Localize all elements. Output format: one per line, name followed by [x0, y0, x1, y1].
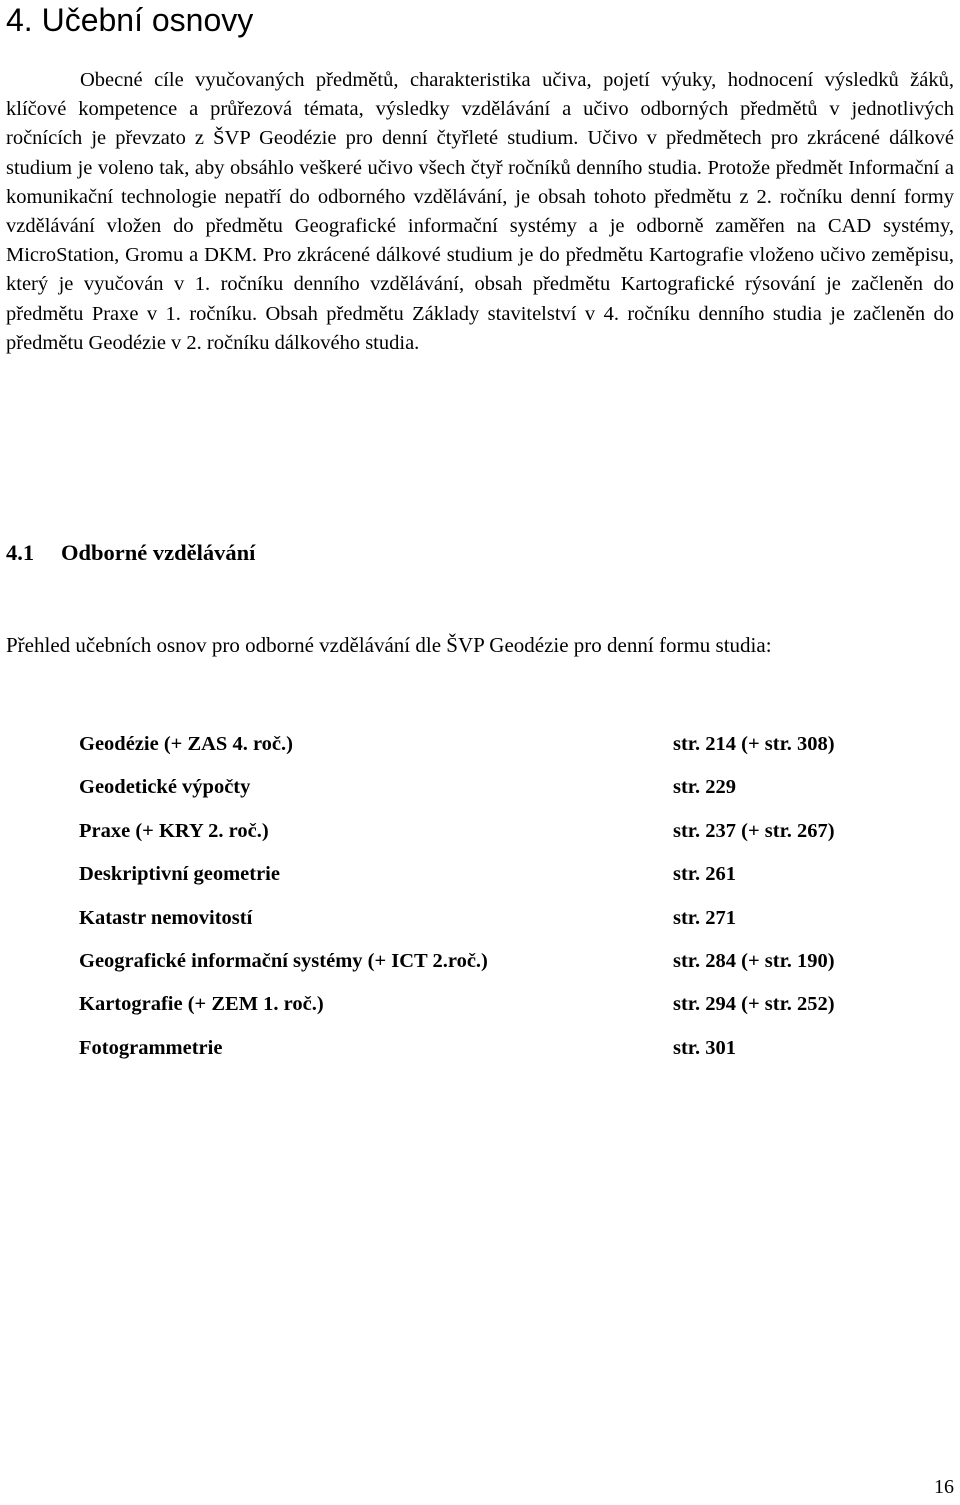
subject-page-ref: str. 214 (+ str. 308): [673, 733, 835, 755]
subject-row: [79, 901, 939, 944]
subject-name: Fotogrammetrie: [79, 1036, 223, 1059]
subject-row: [79, 814, 939, 857]
page-title: 4. Učební osnovy: [6, 2, 254, 38]
subject-row: [79, 1031, 939, 1074]
overview-sentence: Přehled učebních osnov pro odborné vzdělávání dle ŠVP Geodézie pro denní formu studia:: [6, 633, 772, 657]
subject-name: Praxe (+ KRY 2. roč.): [79, 819, 269, 842]
intro-paragraph: Obecné cíle vyučovaných předmětů, charakteristika učiva, pojetí výuky, hodnocení výsledků žáků, klíčové kompetence a průřezová témata, výsledky vzdělávání a učivo odborných předmětů v jednotlivých ročnících je převzato z ŠVP Geodézie pro denní čtyřleté studium. Učivo v předmětech pro zkrácené dálkové studium je voleno tak, aby obsáhlo veškeré učivo všech čtyř ročníků denního studia. Protože předmět Informační a komunikační technologie nepatří do odborného vzdělávání, je obsah tohoto předmětu z 2. ročníku denní formy vzdělávání vložen do předmětu Geografické informační systémy a je odborně zaměřen na CAD systémy, MicroStation, Gromu a DKM. Pro zkrácené dálkové studium je do předmětu Kartografie vloženo učivo zeměpisu, který je vyučován v 1. ročníku denního vzdělávání, obsah předmětu Kartografické rýsování je začleněn do předmětu Praxe v 1. ročníku. Obsah předmětu Základy stavitelství v 4. ročníku denního studia je začleněn do předmětu Geodézie v 2. ročníku dálkového studia.: [6, 69, 954, 354]
section-number: 4.1: [6, 540, 35, 565]
subject-page-ref: str. 284 (+ str. 190): [673, 949, 835, 972]
section-title: Odborné vzdělávání: [61, 540, 256, 565]
subject-row: [79, 944, 939, 987]
subject-name: Geografické informační systémy (+ ICT 2.roč.): [79, 949, 488, 972]
subject-row: [79, 727, 939, 770]
subject-page-ref: str. 271: [673, 906, 737, 929]
subject-name: Geodézie (+ ZAS 4. roč.): [79, 733, 293, 755]
subject-page-ref: str. 229: [673, 776, 737, 799]
subject-name: Geodetické výpočty: [79, 776, 251, 799]
subject-row: [79, 770, 939, 813]
subject-page-ref: str. 237 (+ str. 267): [673, 819, 835, 842]
subject-name: Katastr nemovitostí: [79, 906, 253, 929]
subject-name: Deskriptivní geometrie: [79, 863, 280, 886]
page-number: 16: [934, 1476, 954, 1498]
subject-row: [79, 857, 939, 900]
subject-name: Kartografie (+ ZEM 1. roč.): [79, 993, 324, 1016]
subject-row: [79, 987, 939, 1030]
subject-page-ref: str. 261: [673, 863, 737, 886]
subject-list: [79, 727, 939, 1074]
subject-page-ref: str. 301: [673, 1036, 737, 1059]
subject-page-ref: str. 294 (+ str. 252): [673, 993, 835, 1016]
section-heading: [6, 536, 255, 570]
